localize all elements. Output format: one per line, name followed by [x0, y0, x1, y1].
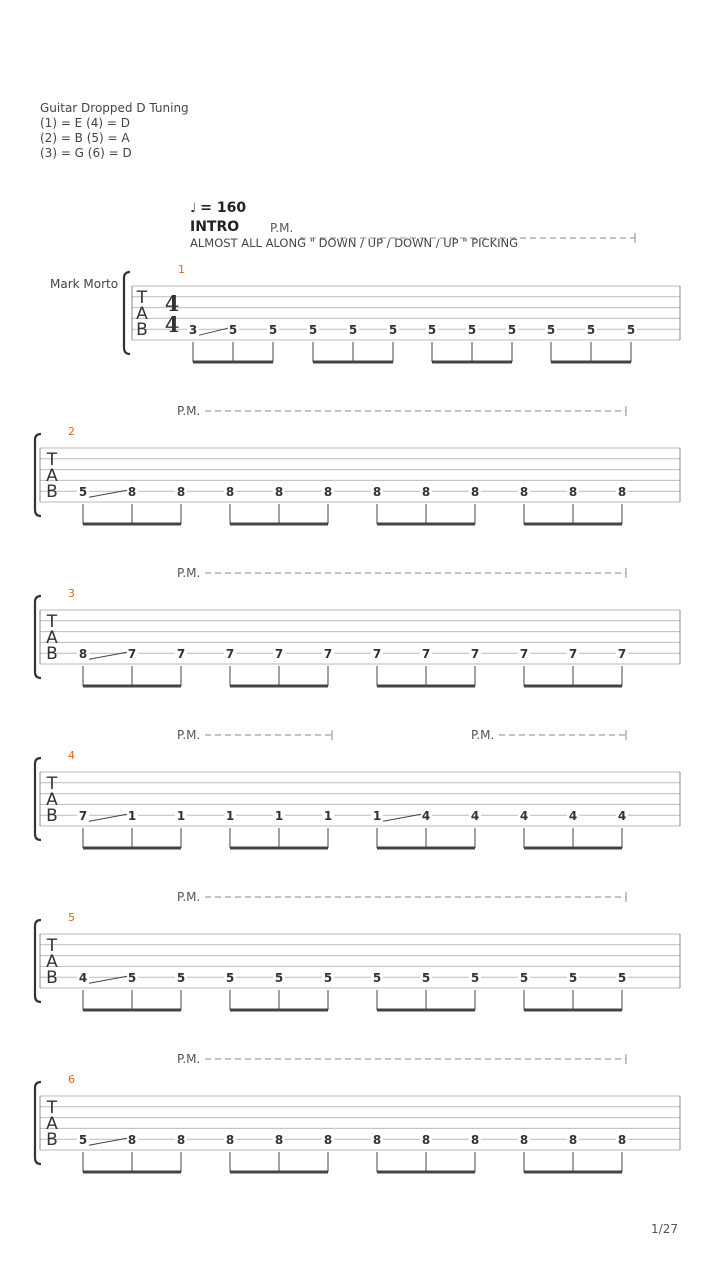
fret-number: 5	[617, 971, 627, 986]
fret-number: 5	[268, 323, 278, 338]
palm-mute-label: P.M.	[177, 1052, 201, 1066]
fret-number: 5	[78, 485, 88, 500]
tab-letter-t: T	[136, 288, 148, 308]
tuning-title: Guitar Dropped D Tuning	[40, 101, 189, 115]
fret-number: 5	[348, 323, 358, 338]
fret-number: 4	[470, 809, 480, 824]
tab-letter-a: A	[46, 952, 58, 972]
fret-number: 7	[470, 647, 480, 662]
fret-number: 8	[470, 1133, 480, 1148]
fret-number: 3	[188, 323, 198, 338]
fret-number: 8	[470, 485, 480, 500]
fret-number: 7	[617, 647, 627, 662]
palm-mute-label: P.M.	[177, 890, 201, 904]
tab-letter-b: B	[46, 806, 58, 826]
fret-number: 8	[519, 1133, 529, 1148]
fret-number: 5	[519, 971, 529, 986]
page-number: 1/27	[651, 1222, 678, 1236]
measure-number: 1	[178, 263, 185, 276]
fret-number: 7	[323, 647, 333, 662]
tab-letter-b: B	[136, 320, 148, 340]
fret-number: 7	[78, 809, 88, 824]
tab-letter-b: B	[46, 1130, 58, 1150]
fret-number: 8	[372, 485, 382, 500]
fret-number: 1	[225, 809, 235, 824]
fret-number: 5	[421, 971, 431, 986]
tempo-value: = 160	[200, 200, 247, 216]
fret-number: 5	[176, 971, 186, 986]
fret-number: 1	[323, 809, 333, 824]
palm-mute-label: P.M.	[177, 566, 201, 580]
fret-number: 5	[626, 323, 636, 338]
quarter-note-icon: ♩	[190, 201, 197, 216]
fret-number: 8	[421, 485, 431, 500]
fret-number: 5	[127, 971, 137, 986]
fret-number: 8	[372, 1133, 382, 1148]
fret-number: 8	[323, 485, 333, 500]
fret-number: 1	[372, 809, 382, 824]
fret-number: 5	[308, 323, 318, 338]
fret-number: 7	[274, 647, 284, 662]
palm-mute-label: P.M.	[177, 404, 201, 418]
fret-number: 5	[507, 323, 517, 338]
fret-number: 8	[323, 1133, 333, 1148]
tab-letter-a: A	[46, 1114, 58, 1134]
fret-number: 7	[568, 647, 578, 662]
fret-number: 8	[617, 485, 627, 500]
measure-number: 3	[68, 587, 75, 600]
picking-direction: ALMOST ALL ALONG " DOWN / UP / DOWN / UP " PICKING	[190, 236, 519, 250]
fret-number: 7	[519, 647, 529, 662]
section-label: INTRO	[190, 219, 240, 235]
fret-number: 8	[617, 1133, 627, 1148]
fret-number: 8	[176, 485, 186, 500]
tab-letter-t: T	[46, 450, 58, 470]
fret-number: 1	[127, 809, 137, 824]
fret-number: 8	[568, 485, 578, 500]
tab-letter-t: T	[46, 1098, 58, 1118]
tab-letter-a: A	[136, 304, 148, 324]
tab-letter-a: A	[46, 790, 58, 810]
palm-mute-label: P.M.	[177, 728, 201, 742]
fret-number: 5	[586, 323, 596, 338]
fret-number: 8	[78, 647, 88, 662]
fret-number: 4	[421, 809, 431, 824]
time-sig-numerator: 4	[164, 291, 180, 316]
tab-letter-b: B	[46, 482, 58, 502]
tuning-line: (1) = E (4) = D	[40, 116, 130, 130]
fret-number: 5	[467, 323, 477, 338]
fret-number: 8	[225, 1133, 235, 1148]
tab-letter-t: T	[46, 612, 58, 632]
fret-number: 8	[225, 485, 235, 500]
fret-number: 7	[225, 647, 235, 662]
fret-number: 5	[78, 1133, 88, 1148]
fret-number: 4	[519, 809, 529, 824]
fret-number: 5	[323, 971, 333, 986]
measure-number: 2	[68, 425, 75, 438]
fret-number: 4	[617, 809, 627, 824]
fret-number: 7	[127, 647, 137, 662]
palm-mute-label: P.M.	[471, 728, 495, 742]
fret-number: 8	[176, 1133, 186, 1148]
fret-number: 1	[274, 809, 284, 824]
time-sig-denominator: 4	[164, 312, 180, 337]
fret-number: 8	[127, 485, 137, 500]
fret-number: 8	[568, 1133, 578, 1148]
tab-letter-b: B	[46, 968, 58, 988]
fret-number: 5	[388, 323, 398, 338]
tab-letter-b: B	[46, 644, 58, 664]
fret-number: 5	[372, 971, 382, 986]
fret-number: 5	[427, 323, 437, 338]
tab-letter-a: A	[46, 628, 58, 648]
fret-number: 8	[274, 485, 284, 500]
fret-number: 7	[176, 647, 186, 662]
fret-number: 8	[421, 1133, 431, 1148]
fret-number: 8	[519, 485, 529, 500]
fret-number: 8	[127, 1133, 137, 1148]
measure-number: 6	[68, 1073, 75, 1086]
track-name: Mark Morto	[50, 277, 119, 291]
palm-mute-label: P.M.	[270, 221, 294, 235]
fret-number: 4	[78, 971, 88, 986]
fret-number: 5	[546, 323, 556, 338]
system-bracket	[124, 272, 130, 354]
measure-number: 4	[68, 749, 75, 762]
fret-number: 7	[372, 647, 382, 662]
tuning-line: (2) = B (5) = A	[40, 131, 130, 145]
fret-number: 5	[470, 971, 480, 986]
tab-letter-t: T	[46, 936, 58, 956]
fret-number: 5	[274, 971, 284, 986]
fret-number: 5	[225, 971, 235, 986]
fret-number: 8	[274, 1133, 284, 1148]
fret-number: 7	[421, 647, 431, 662]
fret-number: 1	[176, 809, 186, 824]
tuning-line: (3) = G (6) = D	[40, 146, 132, 160]
tab-letter-a: A	[46, 466, 58, 486]
measure-number: 5	[68, 911, 75, 924]
tab-letter-t: T	[46, 774, 58, 794]
fret-number: 5	[228, 323, 238, 338]
fret-number: 5	[568, 971, 578, 986]
fret-number: 4	[568, 809, 578, 824]
